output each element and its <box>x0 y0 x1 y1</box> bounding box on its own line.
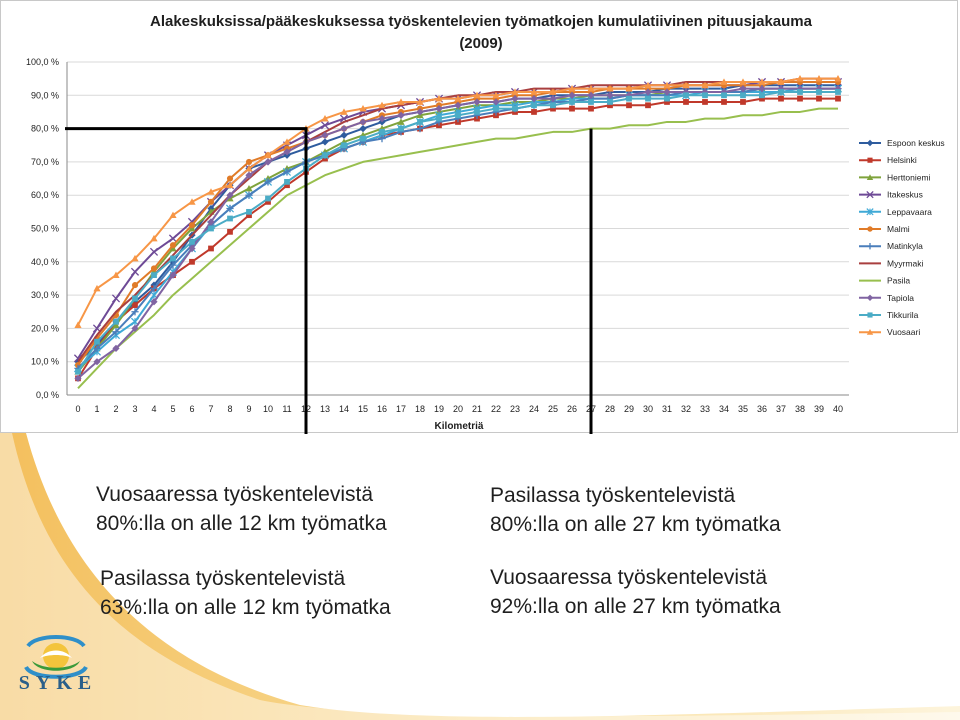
data-point <box>227 175 233 181</box>
data-point <box>208 199 214 205</box>
x-tick-label: 11 <box>282 404 292 414</box>
data-point <box>322 152 328 158</box>
legend-item <box>859 190 923 200</box>
data-point <box>569 99 575 105</box>
y-tick-label: 0,0 % <box>35 390 59 400</box>
data-point <box>359 118 366 125</box>
data-point <box>778 96 784 102</box>
y-tick-label: 40,0 % <box>30 256 59 267</box>
data-point <box>208 226 214 232</box>
data-point <box>75 369 81 375</box>
data-point <box>341 142 347 148</box>
x-tick-label: 25 <box>547 404 559 414</box>
data-point <box>867 312 872 317</box>
x-tick-label: 9 <box>246 404 252 414</box>
x-axis-label: Kilometriä <box>434 421 484 432</box>
legend-label: Helsinki <box>887 155 917 166</box>
data-point <box>359 125 366 132</box>
x-tick-label: 40 <box>832 404 844 414</box>
x-tick-label: 33 <box>699 404 711 414</box>
chart-title-line-1: Alakeskuksissa/pääkeskuksessa työskentelevien työmatkojen kumulatiivinen pituusjakauma <box>150 13 812 30</box>
data-point <box>455 112 461 118</box>
legend-item <box>859 155 917 165</box>
x-tick-label: 34 <box>718 404 730 414</box>
data-point <box>246 209 252 215</box>
data-point <box>74 321 81 327</box>
x-tick-label: 20 <box>452 404 464 414</box>
logo-text: SYKE <box>18 672 98 694</box>
y-tick-label: 90,0 % <box>30 90 59 101</box>
data-point <box>550 102 556 108</box>
data-point <box>151 265 157 271</box>
x-tick-label: 37 <box>775 404 787 414</box>
data-point <box>227 216 233 222</box>
data-point <box>702 92 708 98</box>
line-chart <box>1 1 959 434</box>
x-tick-label: 23 <box>509 404 521 414</box>
x-tick-label: 27 <box>585 404 597 414</box>
data-point <box>321 138 328 145</box>
legend-label: Matinkyla <box>887 241 923 252</box>
legend-item <box>859 138 945 148</box>
legend-item <box>859 310 919 320</box>
data-point <box>132 296 138 302</box>
data-point <box>569 106 575 112</box>
data-point <box>436 116 442 122</box>
y-axis-ticks <box>26 57 59 400</box>
data-point <box>132 302 138 308</box>
data-point <box>588 99 594 105</box>
annotation-line-12km <box>65 129 306 434</box>
data-point <box>398 126 404 132</box>
x-tick-label: 15 <box>357 404 369 414</box>
callout-pasila-27km <box>490 481 781 539</box>
data-point <box>867 226 872 231</box>
data-point <box>340 125 347 132</box>
legend-item <box>859 241 923 251</box>
data-point <box>170 242 176 248</box>
data-point <box>867 243 873 249</box>
data-point <box>379 129 385 135</box>
callout-line: 92%:lla on alle 27 km työmatka <box>490 595 781 618</box>
callout-line: Pasilassa työskentelevistä <box>100 567 346 590</box>
y-tick-label: 70,0 % <box>30 156 59 167</box>
legend-label: Malmi <box>887 224 910 234</box>
data-point <box>797 89 803 95</box>
legend-item <box>859 172 931 182</box>
data-point <box>169 235 176 242</box>
legend-label: Tikkurila <box>887 310 919 320</box>
y-tick-label: 100,0 % <box>25 57 59 67</box>
x-tick-label: 8 <box>227 404 233 414</box>
callout-vuosaari-12km <box>96 480 387 538</box>
data-point <box>683 99 689 105</box>
x-tick-label: 29 <box>623 404 635 414</box>
data-point <box>113 319 119 325</box>
chart-title-line-2: (2009) <box>459 35 503 52</box>
x-tick-label: 0 <box>75 404 81 414</box>
callout-line: Vuosaaressa työskentelevistä <box>490 566 768 589</box>
x-tick-label: 28 <box>604 404 616 414</box>
data-point <box>645 102 651 108</box>
data-point <box>721 92 727 98</box>
callout-line: Vuosaaressa työskentelevistä <box>96 483 374 506</box>
x-tick-label: 18 <box>414 404 426 414</box>
data-point <box>417 119 423 125</box>
x-tick-label: 5 <box>170 404 176 414</box>
data-point <box>227 229 233 235</box>
x-tick-label: 17 <box>395 404 407 414</box>
data-point <box>189 222 195 228</box>
x-tick-label: 19 <box>433 404 445 414</box>
legend-label: Tapiola <box>887 292 914 303</box>
y-tick-label: 10,0 % <box>30 356 59 367</box>
data-point <box>265 196 271 202</box>
data-point <box>683 92 689 98</box>
x-tick-label: 30 <box>642 404 654 414</box>
x-tick-label: 39 <box>813 404 825 414</box>
legend-item <box>859 327 920 337</box>
x-tick-label: 24 <box>528 404 540 414</box>
x-tick-label: 22 <box>490 404 502 414</box>
x-tick-label: 13 <box>319 404 331 414</box>
data-point <box>867 295 873 301</box>
data-point <box>170 256 176 262</box>
data-point <box>246 159 252 165</box>
callout-line: Pasilassa työskentelevistä <box>490 484 736 507</box>
data-point <box>474 109 480 115</box>
legend-item <box>859 207 932 217</box>
x-tick-label: 4 <box>151 404 157 414</box>
data-point <box>112 295 119 302</box>
x-tick-label: 7 <box>208 404 214 414</box>
x-tick-label: 38 <box>794 404 806 414</box>
data-point <box>702 99 708 105</box>
series-lines <box>74 75 841 388</box>
data-point <box>835 89 841 95</box>
data-point <box>208 246 214 252</box>
legend-label: Myyrmaki <box>887 258 924 269</box>
data-point <box>740 99 746 105</box>
data-point <box>626 96 632 102</box>
x-tick-label: 14 <box>338 404 350 414</box>
y-tick-label: 60,0 % <box>30 190 59 201</box>
y-tick-label: 20,0 % <box>30 323 59 334</box>
data-point <box>867 140 873 146</box>
data-point <box>664 96 670 102</box>
legend-label: Itakeskus <box>887 189 923 200</box>
x-tick-label: 6 <box>189 404 195 414</box>
data-point <box>531 109 537 115</box>
legend-label: Herttoniemi <box>887 172 931 183</box>
data-point <box>151 272 157 278</box>
x-tick-label: 2 <box>113 404 119 414</box>
x-tick-label: 1 <box>94 404 100 414</box>
data-point <box>740 92 746 98</box>
data-point <box>94 339 100 345</box>
y-tick-label: 30,0 % <box>30 290 59 301</box>
x-tick-label: 3 <box>132 404 138 414</box>
data-point <box>132 282 138 288</box>
x-tick-label: 10 <box>262 404 274 414</box>
legend <box>859 138 945 337</box>
data-point <box>721 99 727 105</box>
data-point <box>867 158 872 163</box>
data-point <box>588 106 594 112</box>
data-point <box>645 96 651 102</box>
x-tick-label: 16 <box>376 404 388 414</box>
data-point <box>531 102 537 108</box>
legend-label: Leppavaara <box>887 206 932 217</box>
x-tick-label: 32 <box>680 404 692 414</box>
data-point <box>816 89 822 95</box>
data-point <box>189 259 195 265</box>
x-tick-label: 26 <box>566 404 578 414</box>
legend-item <box>859 224 910 234</box>
legend-label: Vuosaari <box>887 327 921 338</box>
legend-label: Pasila <box>887 275 911 286</box>
callout-line: 80%:lla on alle 27 km työmatka <box>490 513 781 536</box>
callout-line: 63%:lla on alle 12 km työmatka <box>100 596 391 619</box>
callout-pasila-12km <box>100 564 391 622</box>
legend-label: Espoon keskus <box>887 138 945 148</box>
callout-vuosaari-27km <box>490 563 781 621</box>
data-point <box>131 268 138 275</box>
data-point <box>759 92 765 98</box>
data-point <box>626 102 632 108</box>
x-tick-label: 12 <box>300 404 312 414</box>
data-point <box>778 89 784 95</box>
data-point <box>797 96 803 102</box>
x-tick-label: 35 <box>737 404 749 414</box>
legend-item <box>859 276 910 286</box>
data-point <box>340 132 347 139</box>
data-point <box>284 179 290 185</box>
x-tick-label: 36 <box>756 404 768 414</box>
y-tick-label: 80,0 % <box>30 123 59 134</box>
x-tick-label: 31 <box>661 404 673 414</box>
legend-item <box>859 258 923 268</box>
data-point <box>835 96 841 102</box>
data-point <box>607 99 613 105</box>
data-point <box>512 106 518 112</box>
y-tick-label: 50,0 % <box>30 223 59 234</box>
data-point <box>189 239 195 245</box>
data-point <box>150 248 157 255</box>
callout-line: 80%:lla on alle 12 km työmatka <box>96 512 387 535</box>
data-point <box>360 136 366 142</box>
data-point <box>816 96 822 102</box>
legend-item <box>859 293 914 303</box>
data-point <box>493 106 499 112</box>
x-axis-ticks <box>75 404 843 414</box>
x-tick-label: 21 <box>471 404 483 414</box>
